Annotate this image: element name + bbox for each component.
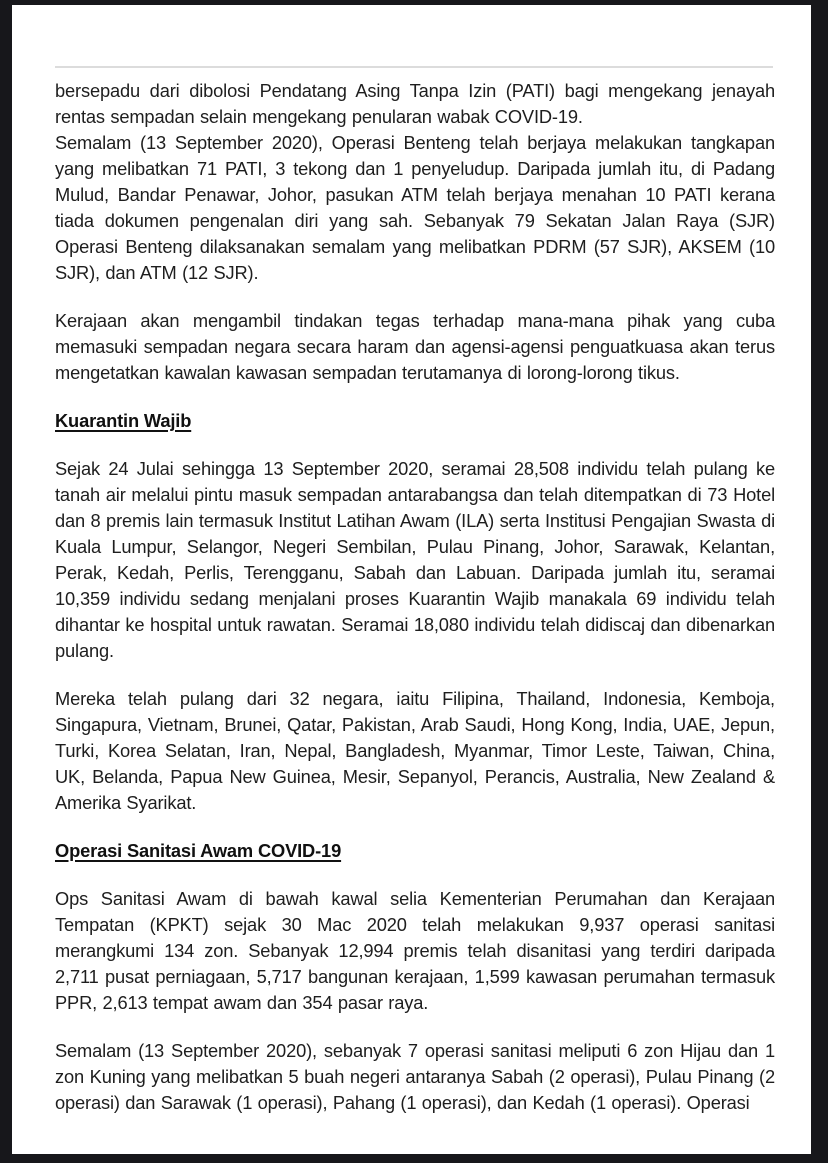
paragraph-kuarantin-statistik: Sejak 24 Julai sehingga 13 September 2020, seramai 28,508 individu telah pulang ke tanah air melalui pintu masuk sempadan antarabangsa dan telah ditempatkan di 73 Hotel dan 8 premis lain termasuk Institut Latihan Awam (ILA) serta Institusi Pengajian Swasta di Kuala Lumpur, Selangor, Negeri Sembilan, Pulau Pinang, Johor, Sarawak, Kelantan, Perak, Kedah, Perlis, Terengganu, Sabah dan Labuan. Daripada jumlah itu, seramai 10,359 individu sedang menjalani proses Kuarantin Wajib manakala 69 individu telah dihantar ke hospital untuk rawatan. Seramai 18,080 individu telah didiscaj dan dibenarkan pulang. bbox=[55, 458, 775, 661]
section-divider bbox=[55, 66, 773, 68]
heading-operasi-sanitasi-label: Operasi Sanitasi Awam COVID-19 bbox=[55, 840, 342, 861]
heading-kuarantin-wajib-label: Kuarantin Wajib bbox=[55, 410, 192, 431]
paragraph-pati-continuation: bersepadu dari dibolosi Pendatang Asing Tanpa Izin (PATI) bagi mengekang jenayah rentas sempadan selain mengekang penularan wabak COVID-19. bbox=[55, 80, 775, 127]
paragraph-operasi-benteng-tangkapan: Semalam (13 September 2020), Operasi Benteng telah berjaya melakukan tangkapan yang melibatkan 71 PATI, 3 tekong dan 1 penyeludup. Daripada jumlah itu, di Padang Mulud, Bandar Penawar, Johor, pasukan ATM telah berjaya menahan 10 PATI kerana tiada dokumen pengenalan diri yang sah. Sebanyak 79 Sekatan Jalan Raya (SJR) Operasi Benteng dilaksanakan semalam yang melibatkan PDRM (57 SJR), AKSEM (10 SJR), dan ATM (12 SJR). bbox=[55, 132, 775, 283]
paragraph-sanitasi-semalam: Semalam (13 September 2020), sebanyak 7 operasi sanitasi meliputi 6 zon Hijau dan 1 zon Kuning yang melibatkan 5 buah negeri antaranya Sabah (2 operasi), Pulau Pinang (2 operasi) dan Sarawak (1 operasi), Pahang (1 operasi), dan Kedah (1 operasi). Operasi bbox=[55, 1040, 775, 1113]
heading-operasi-sanitasi bbox=[55, 838, 775, 864]
document-page bbox=[12, 5, 811, 1154]
paragraph-negara-asal: Mereka telah pulang dari 32 negara, iaitu Filipina, Thailand, Indonesia, Kemboja, Singapura, Vietnam, Brunei, Qatar, Pakistan, Arab Saudi, Hong Kong, India, UAE, Jepun, Turki, Korea Selatan, Iran, Nepal, Bangladesh, Myanmar, Timor Leste, Taiwan, China, UK, Belanda, Papua New Guinea, Mesir, Sepanyol, Perancis, Australia, New Zealand & Amerika Syarikat. bbox=[55, 688, 775, 813]
paragraph-tindakan-tegas: Kerajaan akan mengambil tindakan tegas terhadap mana-mana pihak yang cuba memasuki sempadan negara secara haram dan agensi-agensi penguatkuasa akan terus mengetatkan kawalan kawasan sempadan terutamanya di lorong-lorong tikus. bbox=[55, 310, 775, 383]
paragraph-sanitasi-statistik: Ops Sanitasi Awam di bawah kawal selia Kementerian Perumahan dan Kerajaan Tempatan (KPKT) sejak 30 Mac 2020 telah melakukan 9,937 operasi sanitasi merangkumi 134 zon. Sebanyak 12,994 premis telah disanitasi yang terdiri daripada 2,711 pusat perniagaan, 5,717 bangunan kerajaan, 1,599 kawasan perumahan termasuk PPR, 2,613 tempat awam dan 354 pasar raya. bbox=[55, 888, 775, 1013]
heading-kuarantin-wajib bbox=[55, 408, 775, 434]
